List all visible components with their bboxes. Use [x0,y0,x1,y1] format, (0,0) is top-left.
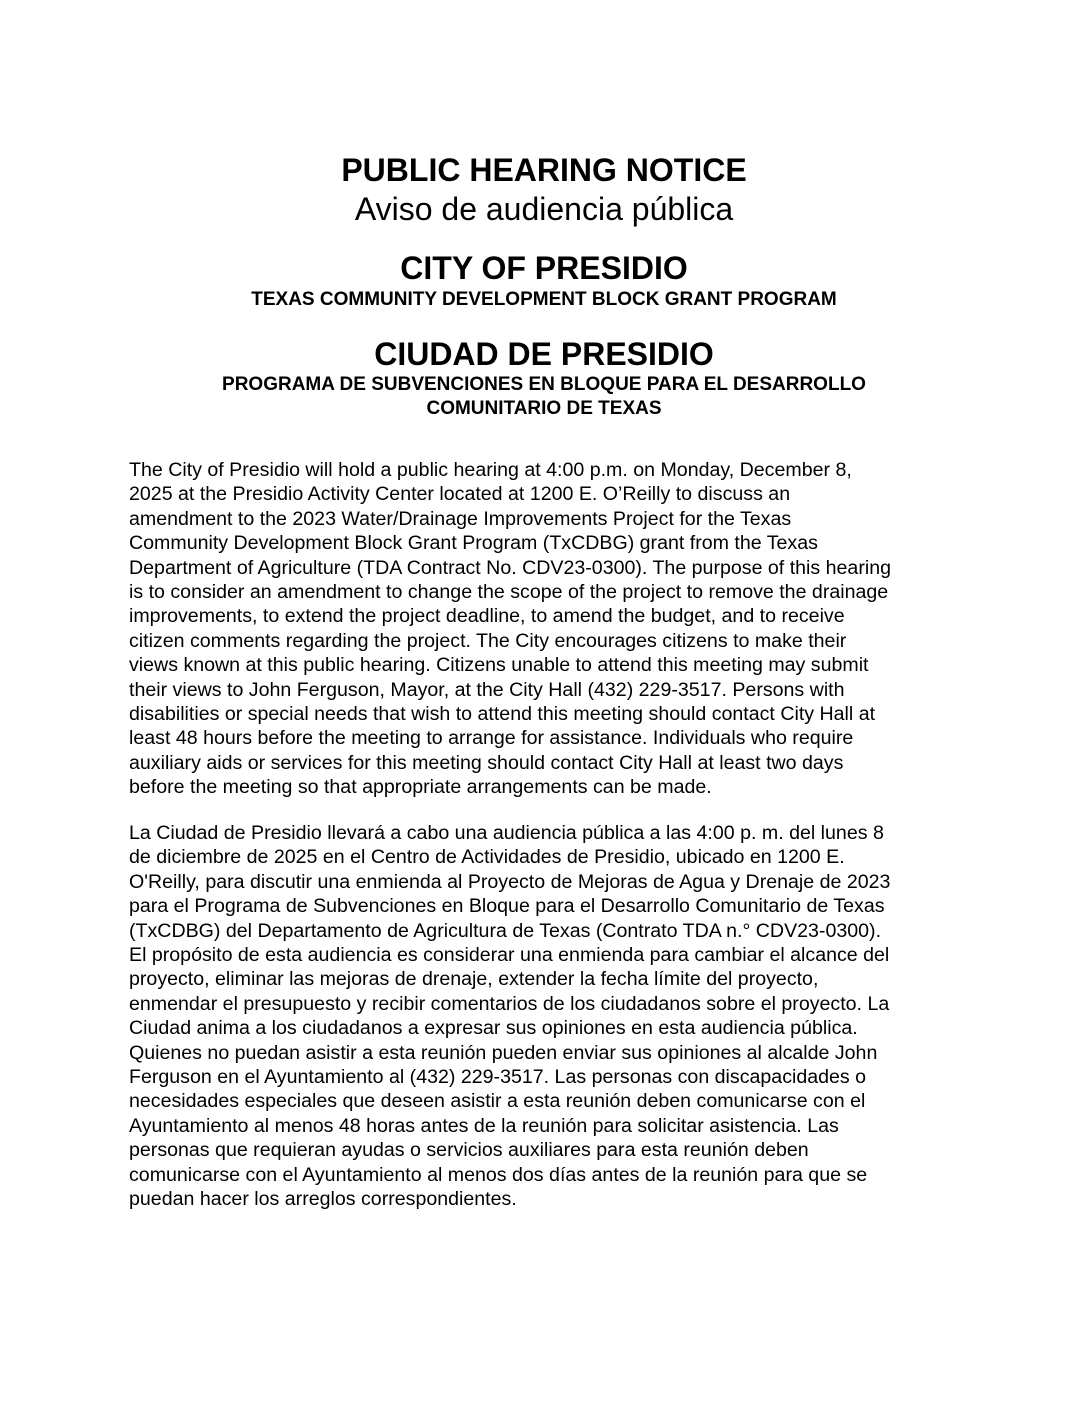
paragraph-line: necesidades especiales que deseen asistir a esta reunión deben comunicarse con el [129,1090,866,1113]
paragraph-line: comunicarse con el Ayuntamiento al menos dos días antes de la reunión para que se [129,1163,868,1186]
paragraph-line: views known at this public hearing. Citizens unable to attend this meeting may submit [129,654,869,677]
spanish-notice-paragraph [129,821,969,1212]
paragraph-line: disabilities or special needs that wish to attend this meeting should contact City Hall at [129,703,876,726]
paragraph-line: Department of Agriculture (TDA Contract No. CDV23-0300). The purpose of this hearing [129,556,891,579]
paragraph-line: (TxCDBG) del Departamento de Agricultura de Texas (Contrato TDA n.° CDV23-0300). [129,919,882,942]
notice-title: PUBLIC HEARING NOTICE [341,152,747,188]
paragraph-line: Ferguson en el Ayuntamiento al (432) 229-3517. Las personas con discapacidades o [129,1066,867,1089]
paragraph-line: Community Development Block Grant Program (TxCDBG) grant from the Texas [129,532,818,555]
paragraph-line: El propósito de esta audiencia es considerar una enmienda para cambiar el alcance del [129,944,890,967]
program-heading-spanish [0,373,1088,421]
paragraph-line: Ayuntamiento al menos 48 horas antes de la reunión para solicitar asistencia. Las [129,1114,839,1137]
paragraph-line: auxiliary aids or services for this meeting should contact City Hall at least two days [129,751,844,774]
paragraph-line: citizen comments regarding the project. The City encourages citizens to make their [129,629,847,652]
paragraph-line: enmendar el presupuesto y recibir comentarios de los ciudadanos sobre el proyecto. La [129,992,890,1015]
paragraph-line: proyecto, eliminar las mejoras de drenaje, extender la fecha límite del proyecto, [129,968,819,991]
paragraph-line: La Ciudad de Presidio llevará a cabo una audiencia pública a las 4:00 p. m. del lunes 8 [129,822,884,844]
paragraph-line: their views to John Ferguson, Mayor, at the City Hall (432) 229-3517. Persons with [129,678,845,701]
program-heading-spanish-line-1: PROGRAMA DE SUBVENCIONES EN BLOQUE PARA EL DESARROLLO [222,374,866,395]
paragraph-line: 2025 at the Presidio Activity Center located at 1200 E. O’Reilly to discuss an [129,483,791,506]
paragraph-line: personas que requieran ayudas o servicios auxiliares para esta reunión deben [129,1139,809,1162]
paragraph-line: Ciudad anima a los ciudadanos a expresar sus opiniones en esta audiencia pública. [129,1017,858,1040]
english-notice-paragraph [129,458,969,800]
paragraph-line: de diciembre de 2025 en el Centro de Actividades de Presidio, ubicado en 1200 E. [129,846,845,869]
city-heading-spanish: CIUDAD DE PRESIDIO [374,336,714,372]
paragraph-line: is to consider an amendment to change the scope of the project to remove the drainage [129,581,889,604]
notice-subtitle-spanish: Aviso de audiencia pública [354,191,734,227]
paragraph-line: para el Programa de Subvenciones en Bloque para el Desarrollo Comunitario de Texas [129,895,885,918]
paragraph-line: before the meeting so that appropriate arrangements can be made. [129,776,712,799]
program-heading-english: TEXAS COMMUNITY DEVELOPMENT BLOCK GRANT PROGRAM [251,289,837,310]
paragraph-line: improvements, to extend the project deadline, to amend the budget, and to receive [129,605,845,628]
city-heading-english: CITY OF PRESIDIO [400,250,688,286]
paragraph-line: least 48 hours before the meeting to arrange for assistance. Individuals who require [129,727,854,750]
paragraph-line: O'Reilly, para discutir una enmienda al Proyecto de Mejoras de Agua y Drenaje de 2023 [129,870,891,893]
program-heading-spanish-line-2: COMUNITARIO DE TEXAS [426,398,662,419]
paragraph-line: amendment to the 2023 Water/Drainage Improvements Project for the Texas [129,507,792,530]
paragraph-line: The City of Presidio will hold a public hearing at 4:00 p.m. on Monday, December 8, [129,459,852,481]
paragraph-line: Quienes no puedan asistir a esta reunión pueden enviar sus opiniones al alcalde John [129,1041,878,1064]
paragraph-line: puedan hacer los arreglos correspondientes. [129,1188,517,1211]
